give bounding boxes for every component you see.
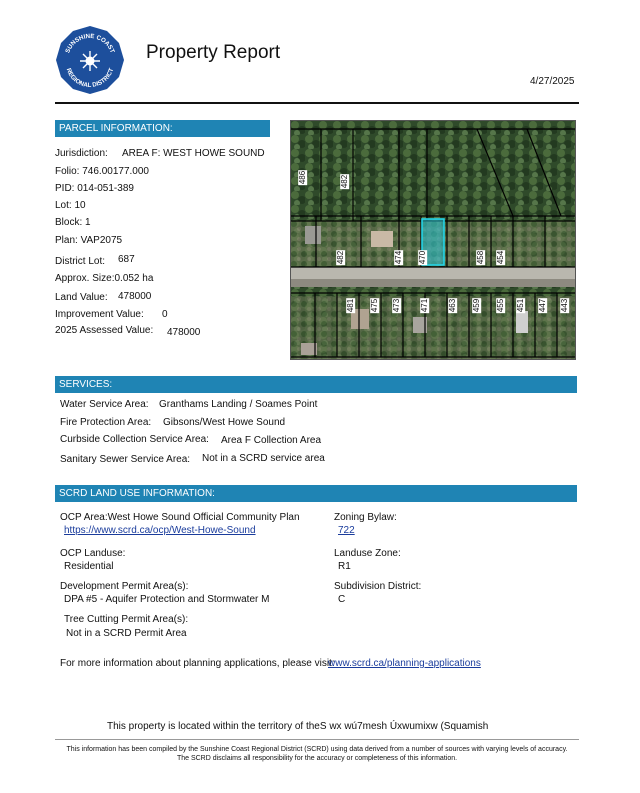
lot-label: 482 bbox=[336, 250, 346, 265]
lot-label: 471 bbox=[420, 298, 430, 313]
lot-label: 459 bbox=[472, 298, 482, 313]
lot-label: 443 bbox=[560, 298, 570, 313]
district-lot-value: 687 bbox=[118, 254, 135, 265]
lot: Lot: 10 bbox=[55, 200, 86, 211]
parcel-aerial-map bbox=[290, 120, 576, 360]
approx-size: Approx. Size:0.052 ha bbox=[55, 273, 154, 284]
services-section-header: SERVICES: bbox=[55, 376, 577, 393]
tree-cutting-label: Tree Cutting Permit Area(s): bbox=[64, 614, 189, 625]
lot-label: 455 bbox=[496, 298, 506, 313]
dpa-value: DPA #5 - Aquifer Protection and Stormwater M bbox=[64, 594, 270, 605]
improvement-value-value: 0 bbox=[162, 309, 168, 320]
folio: Folio: 746.00177.000 bbox=[55, 166, 149, 177]
lot-label: 473 bbox=[392, 298, 402, 313]
svg-text:SUNSHINE COAST: SUNSHINE COAST bbox=[64, 32, 116, 55]
block: Block: 1 bbox=[55, 217, 91, 228]
header-divider bbox=[55, 102, 579, 104]
aerial-map-image bbox=[291, 121, 576, 360]
sanitary-sewer-value: Not in a SCRD service area bbox=[202, 453, 325, 464]
sanitary-sewer-label: Sanitary Sewer Service Area: bbox=[60, 454, 191, 465]
fire-protection-value: Gibsons/West Howe Sound bbox=[163, 417, 286, 428]
plan: Plan: VAP2075 bbox=[55, 235, 123, 246]
ocp-landuse-label: OCP Landuse: bbox=[60, 548, 126, 559]
ocp-landuse-value: Residential bbox=[64, 561, 114, 572]
lot-label: 482 bbox=[340, 174, 350, 189]
lot-label: 447 bbox=[538, 298, 548, 313]
lot-label: 474 bbox=[394, 250, 404, 265]
curbside-collection-value: Area F Collection Area bbox=[221, 435, 322, 446]
landuse-section-header: SCRD LAND USE INFORMATION: bbox=[55, 485, 577, 502]
lot-label: 470 bbox=[418, 250, 428, 265]
assessed-value-value: 478000 bbox=[167, 327, 201, 338]
subdivision-district-label: Subdivision District: bbox=[334, 581, 422, 592]
lot-label: 463 bbox=[448, 298, 458, 313]
assessed-value-label: 2025 Assessed Value: bbox=[55, 325, 154, 336]
disclaimer-footer: This information has been compiled by the Sunshine Coast Regional District (SCRD) using data derived from a number of sources with varying levels of accuracy. The SCRD disclaims all responsibility for the accuracy or completeness of this information. bbox=[66, 746, 568, 762]
pid: PID: 014-051-389 bbox=[55, 183, 134, 194]
improvement-value-label: Improvement Value: bbox=[55, 309, 144, 320]
footer-divider bbox=[55, 739, 579, 740]
lot-label: 458 bbox=[476, 250, 486, 265]
land-value-label: Land Value: bbox=[55, 292, 108, 303]
fire-protection-label: Fire Protection Area: bbox=[60, 417, 152, 428]
lot-label: 451 bbox=[516, 298, 526, 313]
zoning-bylaw-label: Zoning Bylaw: bbox=[334, 512, 397, 523]
curbside-collection-label: Curbside Collection Service Area: bbox=[60, 434, 209, 445]
landuse-zone-value: R1 bbox=[338, 561, 351, 572]
landuse-zone-label: Landuse Zone: bbox=[334, 548, 401, 559]
lot-label: 454 bbox=[496, 250, 506, 265]
parcel-section-header: PARCEL INFORMATION: bbox=[55, 120, 270, 137]
land-value-value: 478000 bbox=[118, 291, 152, 302]
svg-text:REGIONAL DISTRICT: REGIONAL DISTRICT bbox=[64, 67, 116, 90]
district-lot-label: District Lot: bbox=[55, 256, 106, 267]
more-info-text: For more information about planning applications, please visit: bbox=[60, 658, 335, 669]
water-service-value: Granthams Landing / Soames Point bbox=[159, 399, 318, 410]
jurisdiction-label: Jurisdiction: bbox=[55, 148, 108, 159]
planning-applications-link[interactable]: www.scrd.ca/planning-applications bbox=[328, 658, 481, 669]
territory-acknowledgement: This property is located within the territory of theS wx wú7mesh Úxwumixw (Squamish bbox=[107, 721, 489, 732]
dpa-label: Development Permit Area(s): bbox=[60, 581, 189, 592]
lot-label: 486 bbox=[298, 170, 308, 185]
ocp-link[interactable]: https://www.scrd.ca/ocp/West-Howe-Sound bbox=[64, 525, 256, 536]
zoning-bylaw-link[interactable]: 722 bbox=[338, 525, 355, 536]
page-title: Property Report bbox=[146, 42, 281, 63]
scrd-logo bbox=[55, 25, 125, 95]
lot-label: 475 bbox=[370, 298, 380, 313]
report-date: 4/27/2025 bbox=[530, 76, 575, 87]
ocp-area: OCP Area:West Howe Sound Official Community Plan bbox=[60, 512, 300, 523]
lot-label: 481 bbox=[346, 298, 356, 313]
jurisdiction-value: AREA F: WEST HOWE SOUND bbox=[122, 148, 265, 159]
subdivision-district-value: C bbox=[338, 594, 346, 605]
water-service-label: Water Service Area: bbox=[60, 399, 149, 410]
tree-cutting-value: Not in a SCRD Permit Area bbox=[66, 628, 187, 639]
